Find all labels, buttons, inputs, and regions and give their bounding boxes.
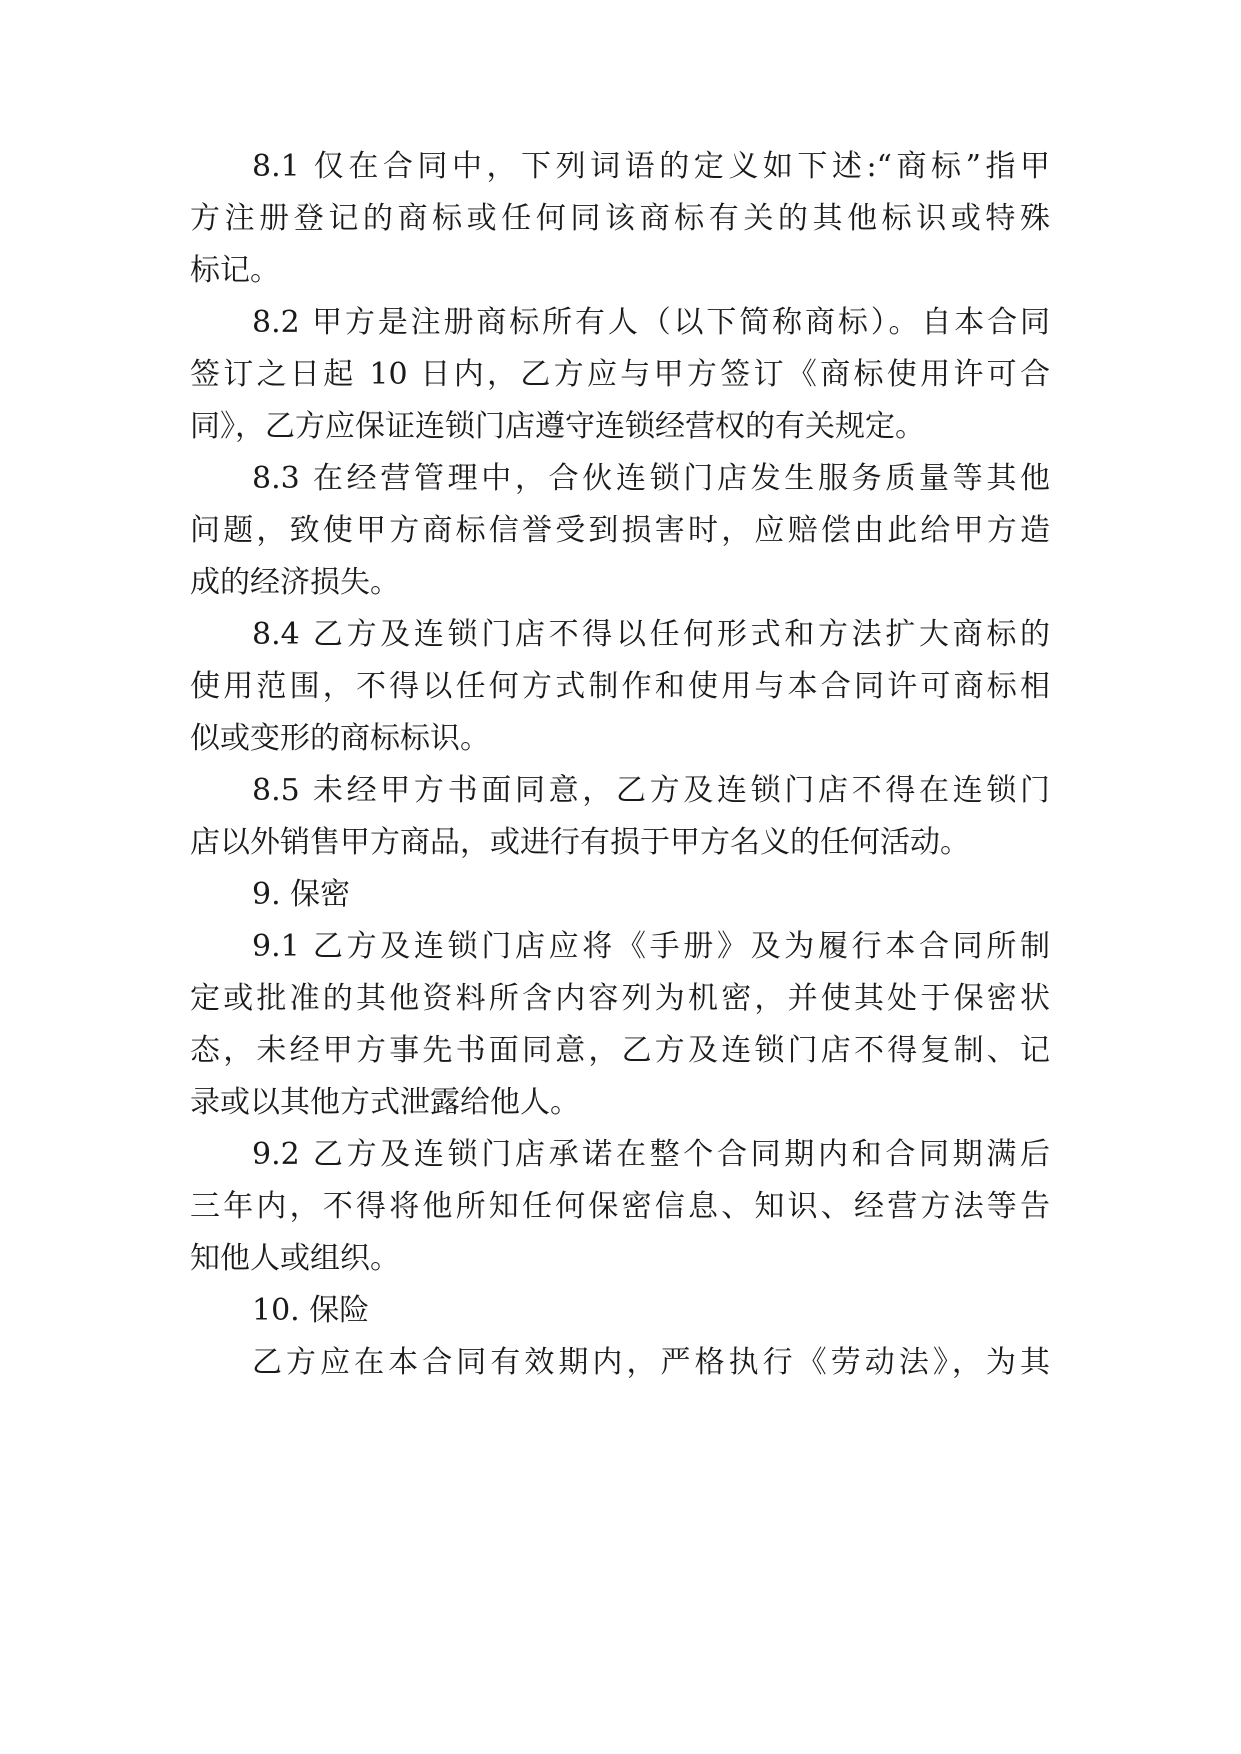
clause-9-1-line-2: 定或批准的其他资料所含内容列为机密，并使其处于保密状 (190, 981, 1050, 1016)
section-10-heading: 10. 保险 (252, 1293, 370, 1328)
clause-10-line-1: 乙方应在本合同有效期内，严格执行《劳动法》，为其 (252, 1345, 1050, 1380)
clause-9-1-line-4: 录或以其他方式泄露给他人。 (190, 1085, 580, 1120)
clause-8-2-line-2: 签订之日起 10 日内，乙方应与甲方签订《商标使用许可合 (190, 357, 1050, 392)
clause-9-2-line-2: 三年内，不得将他所知任何保密信息、知识、经营方法等告 (190, 1189, 1050, 1224)
clause-9-2-line-1: 9.2 乙方及连锁门店承诺在整个合同期内和合同期满后 (252, 1137, 1050, 1172)
clause-8-5-line-2: 店以外销售甲方商品，或进行有损于甲方名义的任何活动。 (190, 825, 970, 860)
clause-8-2-line-1: 8.2 甲方是注册商标所有人（以下简称商标）。自本合同 (252, 305, 1050, 340)
section-9-heading: 9. 保密 (252, 877, 351, 912)
clause-9-1-line-3: 态，未经甲方事先书面同意，乙方及连锁门店不得复制、记 (190, 1033, 1050, 1068)
clause-8-3-line-3: 成的经济损失。 (190, 565, 400, 600)
clause-8-1-line-3: 标记。 (190, 253, 280, 288)
clause-8-4-line-1: 8.4 乙方及连锁门店不得以任何形式和方法扩大商标的 (252, 617, 1050, 652)
clause-8-4-line-3: 似或变形的商标标识。 (190, 721, 490, 756)
clause-8-4-line-2: 使用范围，不得以任何方式制作和使用与本合同许可商标相 (190, 669, 1050, 704)
clause-9-2-line-3: 知他人或组织。 (190, 1241, 400, 1276)
clause-9-1-line-1: 9.1 乙方及连锁门店应将《手册》及为履行本合同所制 (252, 929, 1050, 964)
clause-8-2-line-3: 同》，乙方应保证连锁门店遵守连锁经营权的有关规定。 (190, 409, 925, 444)
clause-8-5-line-1: 8.5 未经甲方书面同意，乙方及连锁门店不得在连锁门 (252, 773, 1050, 808)
clause-8-1-line-1: 8.1 仅在合同中，下列词语的定义如下述:“商标”指甲 (252, 149, 1050, 184)
clause-8-1-line-2: 方注册登记的商标或任何同该商标有关的其他标识或特殊 (190, 201, 1050, 236)
clause-8-3-line-1: 8.3 在经营管理中，合伙连锁门店发生服务质量等其他 (252, 461, 1050, 496)
clause-8-3-line-2: 问题，致使甲方商标信誉受到损害时，应赔偿由此给甲方造 (190, 513, 1050, 548)
